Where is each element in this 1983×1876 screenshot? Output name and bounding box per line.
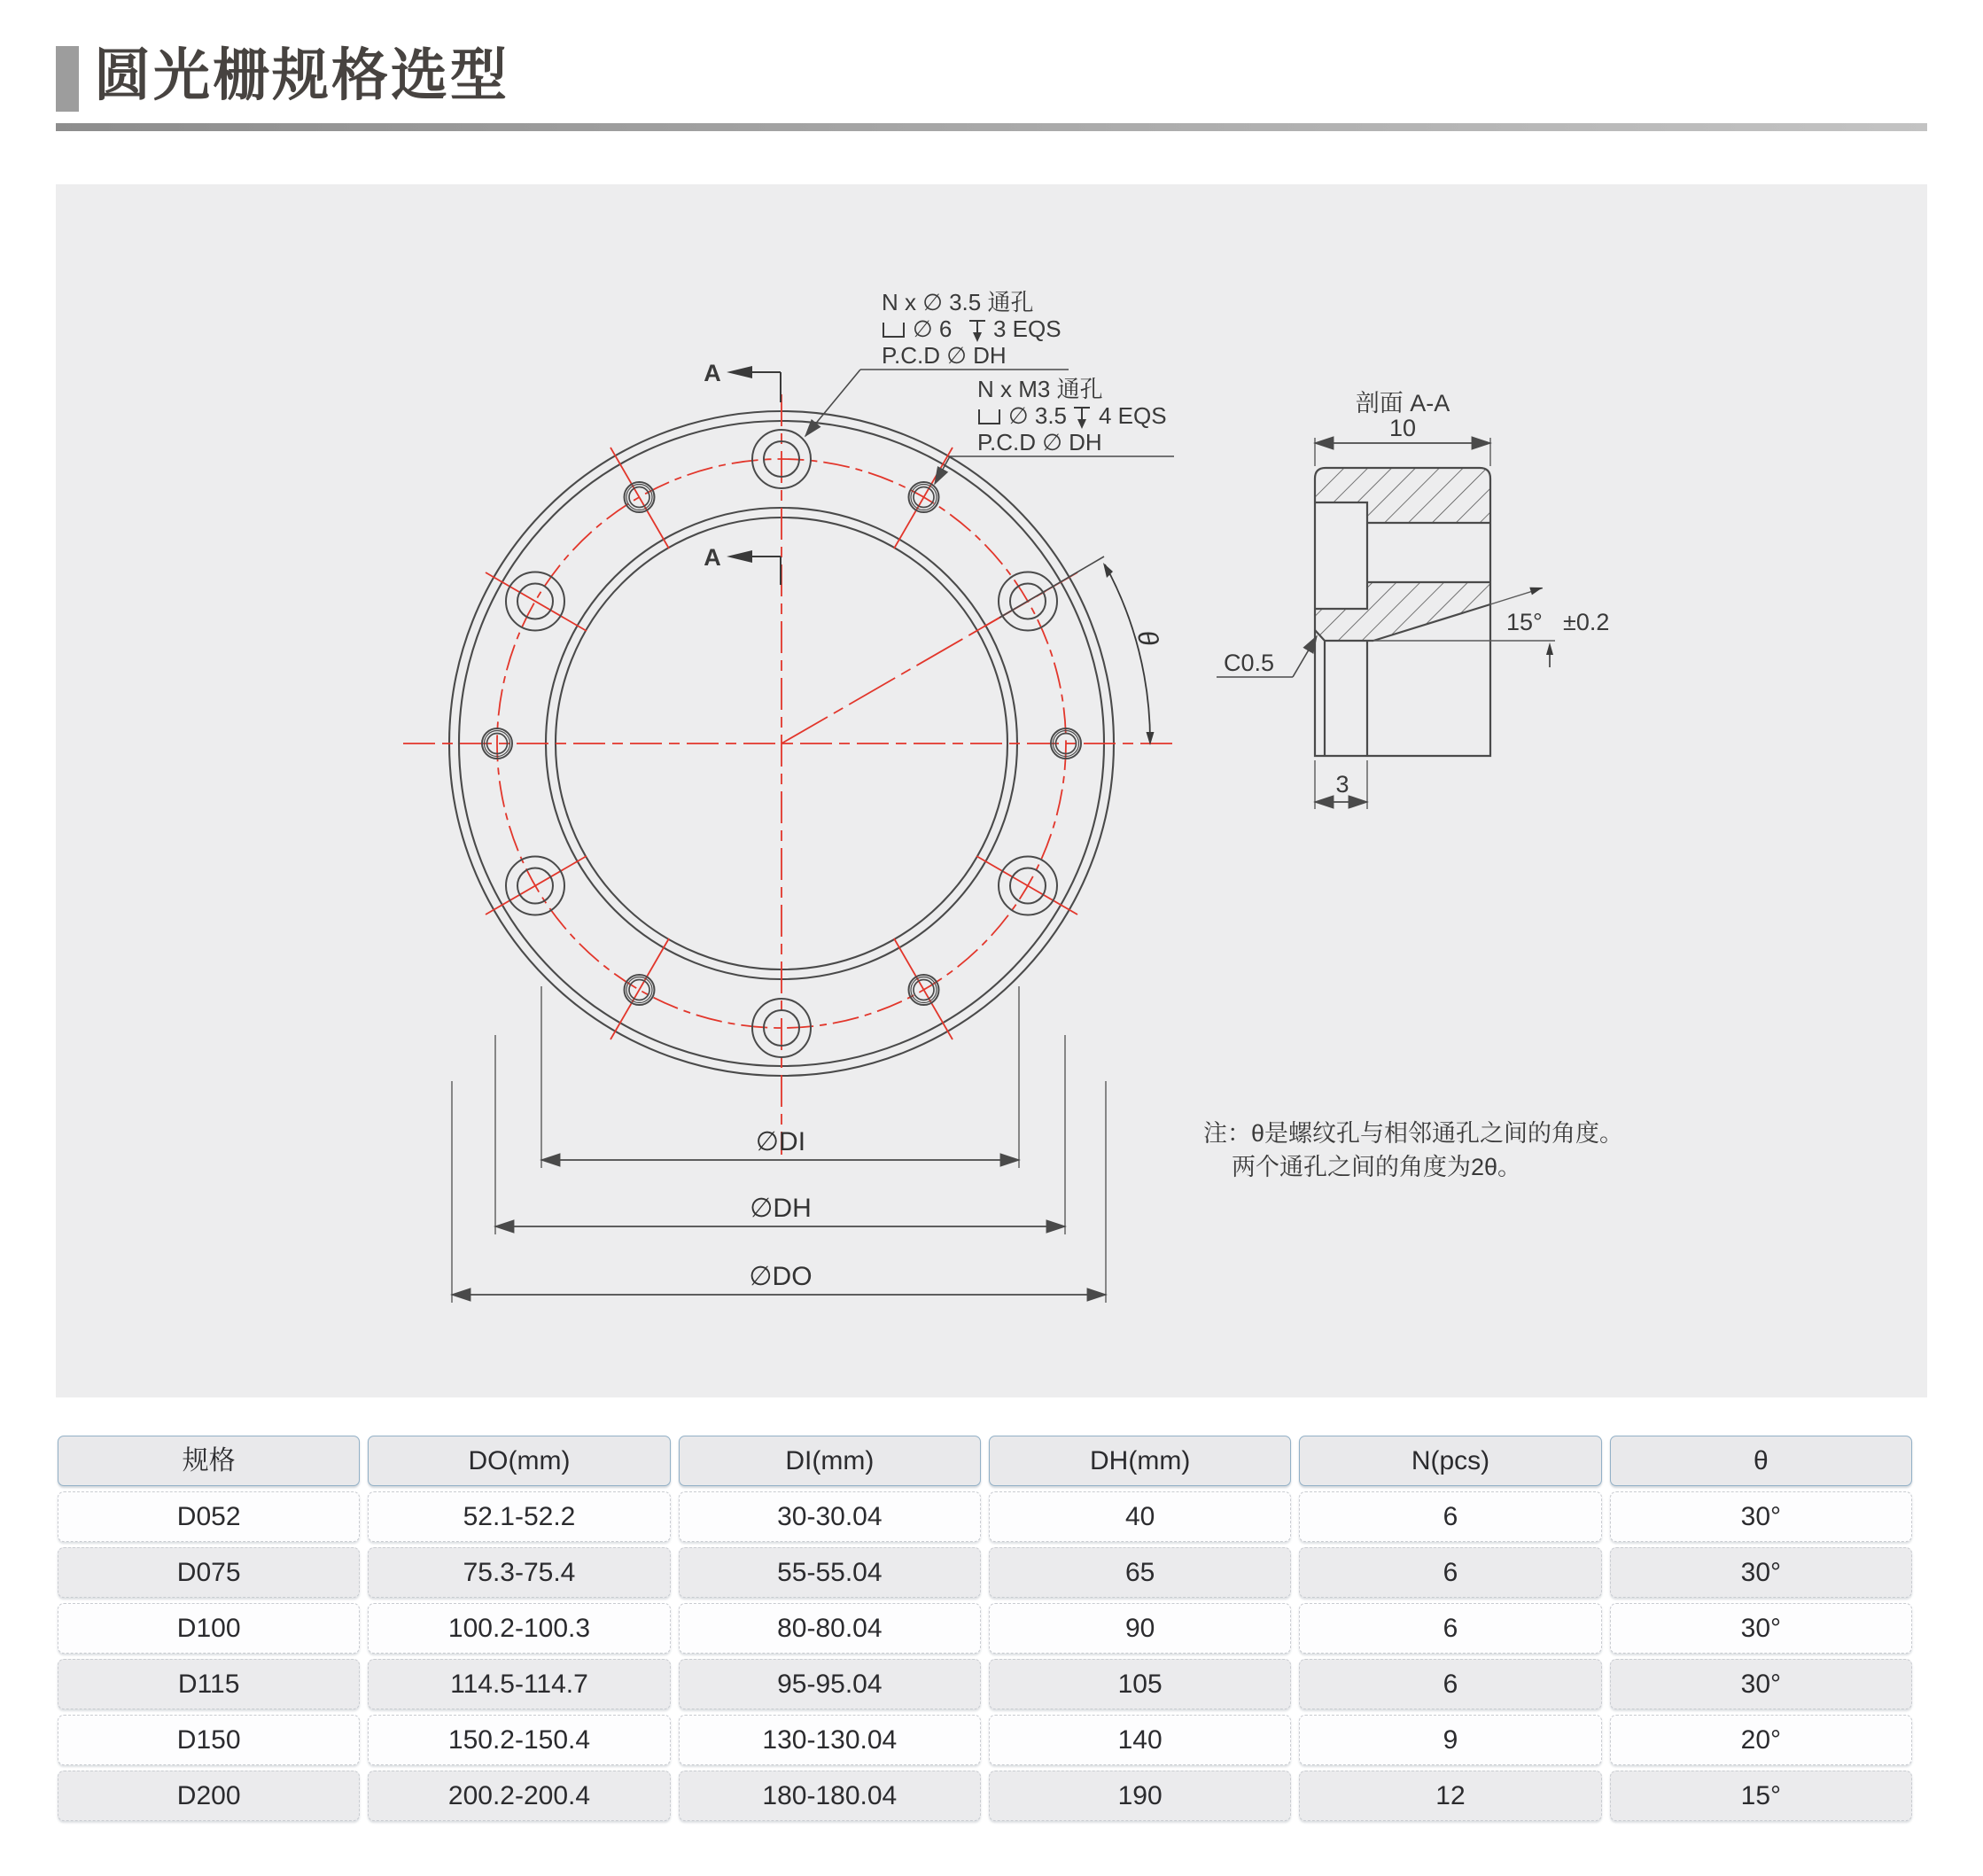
counterbore-icon: [979, 409, 999, 424]
table-cell: 30°: [1610, 1603, 1912, 1654]
table-cell: D075: [58, 1547, 360, 1598]
depth-icon: [1074, 408, 1090, 429]
dim-do-label: ∅DO: [749, 1262, 813, 1291]
section-dim-3: 3: [1335, 771, 1349, 798]
callout2-cb-dia: ∅ 3.5: [1008, 402, 1068, 429]
table-cell: D150: [58, 1715, 360, 1765]
table-cell: 6: [1299, 1659, 1601, 1709]
angle-label: 15°: [1506, 609, 1543, 635]
table-cell: 15°: [1610, 1771, 1912, 1821]
table-cell: 6: [1299, 1547, 1601, 1598]
section-step-dim: [1315, 760, 1367, 809]
section-dim-10: 10: [1388, 415, 1417, 441]
section-marker-a-bottom: A: [704, 544, 721, 571]
table-cell: 52.1-52.2: [368, 1491, 670, 1542]
table-cell: D100: [58, 1603, 360, 1654]
dim-di-label: ∅DI: [755, 1127, 806, 1156]
chamfer-callout: [1217, 636, 1317, 677]
callout1-pcd: P.C.D ∅ DH: [882, 342, 1007, 369]
title-marker: [56, 46, 79, 112]
diameter-dimensions: [452, 986, 1106, 1303]
section-marker-a-top: A: [704, 360, 721, 386]
table-cell: 75.3-75.4: [368, 1547, 670, 1598]
dim-dh-label: ∅DH: [750, 1194, 812, 1223]
table-cell: 12: [1299, 1771, 1601, 1821]
table-cell: 40: [989, 1491, 1291, 1542]
callout1-line1: N x ∅ 3.5 通孔: [882, 289, 1034, 315]
depth-icon: [969, 321, 985, 342]
callout2-line1: N x M3 通孔: [977, 376, 1103, 402]
table-cell: 200.2-200.4: [368, 1771, 670, 1821]
table-cell: 90: [989, 1603, 1291, 1654]
callout1-depth: 3 EQS: [993, 315, 1061, 342]
table-cell: 180-180.04: [679, 1771, 981, 1821]
table-cell: 20°: [1610, 1715, 1912, 1765]
col-header-n: N(pcs): [1299, 1436, 1601, 1486]
table-cell: D200: [58, 1771, 360, 1821]
table-cell: 65: [989, 1547, 1291, 1598]
table-cell: 30°: [1610, 1547, 1912, 1598]
table-cell: D115: [58, 1659, 360, 1709]
col-header-dh: DH(mm): [989, 1436, 1291, 1486]
table-cell: 30°: [1610, 1491, 1912, 1542]
section-width-dim: [1315, 415, 1490, 466]
col-header-theta: θ: [1610, 1436, 1912, 1486]
table-cell: 95-95.04: [679, 1659, 981, 1709]
table-cell: 130-130.04: [679, 1715, 981, 1765]
note-line1: 注：θ是螺纹孔与相邻通孔之间的角度。: [1203, 1120, 1624, 1147]
callout1-cb-dia: ∅ 6: [913, 315, 953, 342]
table-cell: 9: [1299, 1715, 1601, 1765]
col-header-do: DO(mm): [368, 1436, 670, 1486]
callout-threaded-hole: [935, 376, 1174, 484]
drawing-panel: [56, 184, 1927, 1397]
table-cell: 140: [989, 1715, 1291, 1765]
chamfer-label: C0.5: [1224, 650, 1275, 676]
title-rule: [56, 123, 1927, 131]
spec-table: [58, 1436, 1912, 1821]
table-cell: 150.2-150.4: [368, 1715, 670, 1765]
engineering-drawing: [56, 184, 1927, 1397]
note-line2: 两个通孔之间的角度为2θ。: [1232, 1154, 1522, 1180]
page-title: 圆光栅规格选型: [94, 43, 509, 107]
theta-label: θ: [1131, 627, 1165, 649]
table-cell: 105: [989, 1659, 1291, 1709]
table-cell: 100.2-100.3: [368, 1603, 670, 1654]
drawing-note: [1203, 1120, 1623, 1180]
theta-dimension: [999, 557, 1164, 745]
callout2-depth: 4 EQS: [1099, 402, 1167, 429]
table-cell: D052: [58, 1491, 360, 1542]
section-view: [1217, 390, 1609, 809]
table-cell: 30-30.04: [679, 1491, 981, 1542]
table-cell: 6: [1299, 1603, 1601, 1654]
table-cell: 190: [989, 1771, 1291, 1821]
table-cell: 30°: [1610, 1659, 1912, 1709]
table-cell: 6: [1299, 1491, 1601, 1542]
table-cell: 80-80.04: [679, 1603, 981, 1654]
section-title: 剖面 A-A: [1355, 390, 1450, 416]
table-cell: 55-55.04: [679, 1547, 981, 1598]
counterbore-icon: [883, 323, 904, 337]
col-header-di: DI(mm): [679, 1436, 981, 1486]
col-header-spec: 规格: [58, 1436, 360, 1486]
angle-tol-label: ±0.2: [1563, 609, 1610, 635]
callout2-pcd: P.C.D ∅ DH: [977, 429, 1102, 455]
flange-front-view: [403, 289, 1178, 1303]
table-cell: 114.5-114.7: [368, 1659, 670, 1709]
